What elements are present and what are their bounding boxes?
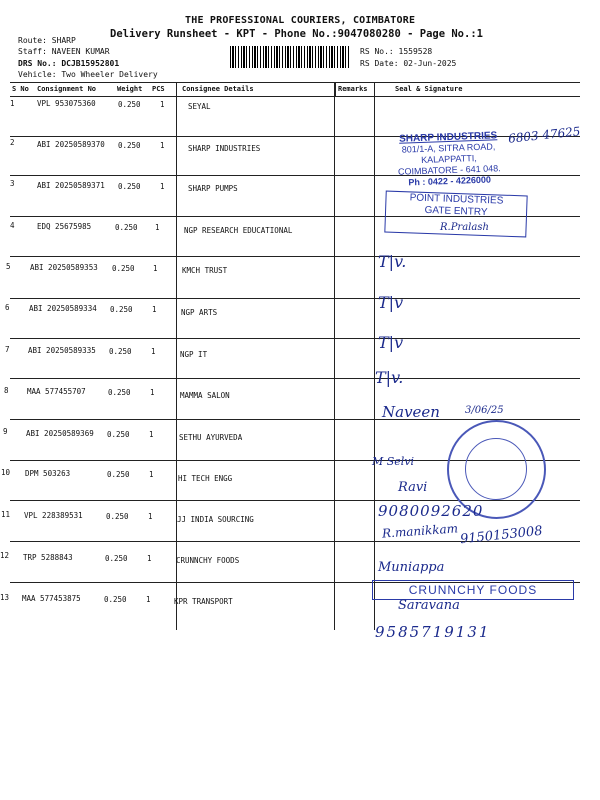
- row-consignee: CRUNNCHY FOODS: [176, 556, 240, 565]
- row-consignee: NGP ARTS: [181, 308, 218, 317]
- row-consignment: ABI 20250589370: [37, 140, 105, 149]
- row-pcs: 1: [152, 305, 157, 314]
- header-bottom-border: [10, 96, 580, 97]
- row-consignee: NGP IT: [180, 350, 208, 359]
- row-weight: 0.250: [110, 305, 133, 314]
- row-sno: 11: [1, 510, 11, 519]
- row-weight: 0.250: [107, 430, 130, 439]
- signature: Naveen: [382, 403, 440, 421]
- row-consignee: HI TECH ENGG: [178, 474, 233, 483]
- row-weight: 0.250: [104, 595, 127, 604]
- rs-no: RS No.: 1559528: [360, 47, 433, 56]
- signature: Ravi: [398, 480, 428, 495]
- stamp-line: COIMBATORE - 641 048.: [397, 163, 501, 177]
- stamp-line: POINT INDUSTRIES: [409, 192, 504, 207]
- row-consignment: ABI 20250589371: [37, 181, 105, 190]
- row-consignment: ABI 20250589335: [28, 346, 96, 355]
- signature: M Selvi: [372, 455, 415, 468]
- col-weight: Weight: [117, 85, 143, 93]
- row-consignment: VPL 228389531: [24, 511, 83, 520]
- row-weight: 0.250: [107, 470, 130, 479]
- row-weight: 0.250: [106, 512, 129, 521]
- route-label: Route: SHARP: [18, 36, 76, 45]
- row-line: [10, 378, 580, 379]
- company-title: THE PROFESSIONAL COURIERS, COIMBATORE: [185, 15, 416, 26]
- col-consignee: Consignee Details: [182, 85, 254, 93]
- row-sno: 2: [10, 138, 15, 147]
- row-weight: 0.250: [105, 554, 128, 563]
- handwritten-phone: 6803 47625: [507, 124, 582, 146]
- col-divider: [176, 82, 177, 630]
- col-pcs: PCS: [152, 85, 165, 93]
- row-consignment: MAA 577455707: [27, 387, 86, 396]
- row-weight: 0.250: [118, 141, 141, 150]
- row-consignment: ABI 20250589334: [29, 304, 97, 313]
- col-sno: S No: [12, 85, 29, 93]
- row-weight: 0.250: [108, 388, 131, 397]
- row-sno: 8: [4, 386, 9, 395]
- stamp-line: Ph : 0422 - 4226000: [408, 174, 492, 188]
- signature: Muniappa: [378, 560, 445, 575]
- rs-date: RS Date: 02-Jun-2025: [360, 59, 457, 68]
- row-consignment: VPL 953075360: [37, 99, 96, 108]
- row-sno: 12: [0, 551, 10, 560]
- row-line: [10, 298, 580, 299]
- row-weight: 0.250: [118, 182, 141, 191]
- col-consignment: Consignment No: [37, 85, 97, 93]
- row-sno: 9: [3, 427, 8, 436]
- row-line: [10, 338, 580, 339]
- row-pcs: 1: [149, 470, 154, 479]
- row-pcs: 1: [155, 223, 160, 232]
- row-consignee: JJ INDIA SOURCING: [177, 515, 254, 524]
- row-pcs: 1: [150, 388, 155, 397]
- row-consignee: KPR TRANSPORT: [174, 597, 233, 606]
- signature: R.manikkam: [381, 521, 459, 541]
- row-consignment: MAA 577453875: [22, 594, 81, 603]
- runsheet-subtitle: Delivery Runsheet - KPT - Phone No.:9047080280 - Page No.:1: [110, 28, 483, 40]
- row-consignee: SHARP PUMPS: [188, 184, 238, 193]
- signature: 9585719131: [375, 623, 491, 641]
- signature: T|v.: [375, 368, 404, 387]
- row-pcs: 1: [153, 264, 158, 273]
- row-pcs: 1: [146, 595, 151, 604]
- col-divider: [374, 82, 375, 630]
- row-consignee: KMCH TRUST: [182, 266, 228, 275]
- row-sno: 3: [10, 179, 15, 188]
- crunchy-foods-stamp: CRUNNCHY FOODS: [372, 580, 574, 600]
- stamp-line: SHARP INDUSTRIES: [398, 130, 498, 145]
- signature: 9080092620: [378, 502, 484, 520]
- signature: T|v.: [378, 252, 407, 271]
- stamp-line: 801/1-A, SITRA ROAD,: [401, 141, 496, 155]
- row-consignee: SETHU AYURVEDA: [179, 433, 243, 442]
- row-pcs: 1: [148, 512, 153, 521]
- row-pcs: 1: [160, 182, 165, 191]
- vehicle-label: Vehicle: Two Wheeler Delivery: [18, 70, 158, 79]
- row-consignment: ABI 20250589353: [30, 263, 98, 272]
- drs-label: DRS No.: DCJB15952801: [18, 59, 120, 68]
- signature: R.Pralash: [440, 222, 489, 233]
- row-sno: 6: [5, 303, 10, 312]
- col-remarks: Remarks: [338, 85, 368, 93]
- staff-label: Staff: NAVEEN KUMAR: [18, 47, 110, 56]
- row-sno: 7: [5, 345, 10, 354]
- row-pcs: 1: [151, 347, 156, 356]
- col-divider: [334, 82, 335, 630]
- col-seal: Seal & Signature: [395, 85, 463, 93]
- row-sno: 1: [10, 99, 15, 108]
- row-consignee: SHARP INDUSTRIES: [188, 144, 261, 153]
- row-consignee: SEYAL: [188, 102, 211, 111]
- row-sno: 13: [0, 593, 10, 602]
- row-consignee: NGP RESEARCH EDUCATIONAL: [184, 226, 293, 235]
- signature: Saravana: [398, 598, 460, 613]
- row-consignment: EDQ 25675985: [37, 222, 92, 231]
- row-pcs: 1: [160, 141, 165, 150]
- row-line: [10, 256, 580, 257]
- row-weight: 0.250: [112, 264, 135, 273]
- row-sno: 5: [6, 262, 11, 271]
- signature-date: 3/06/25: [465, 405, 504, 416]
- row-sno: 4: [10, 221, 15, 230]
- stamp-line: GATE ENTRY: [424, 204, 488, 219]
- row-pcs: 1: [149, 430, 154, 439]
- row-sno: 10: [1, 468, 11, 477]
- row-consignment: DPM 503263: [25, 469, 71, 478]
- table-top-border: [10, 82, 580, 83]
- sharp-industries-stamp: [377, 130, 521, 193]
- row-consignment: ABI 20250589369: [26, 429, 94, 438]
- barcode: [230, 46, 350, 68]
- row-consignment: TRP 5288843: [23, 553, 73, 562]
- row-weight: 0.250: [115, 223, 138, 232]
- signature: T|v: [378, 293, 404, 312]
- row-pcs: 1: [160, 100, 165, 109]
- row-consignee: MAMMA SALON: [180, 391, 230, 400]
- row-weight: 0.250: [109, 347, 132, 356]
- signature: 9150153008: [459, 523, 544, 548]
- signature: T|v: [378, 333, 404, 352]
- row-pcs: 1: [147, 554, 152, 563]
- stamp-line: KALAPPATTI,: [420, 153, 477, 165]
- col-divider: [335, 82, 336, 97]
- row-weight: 0.250: [118, 100, 141, 109]
